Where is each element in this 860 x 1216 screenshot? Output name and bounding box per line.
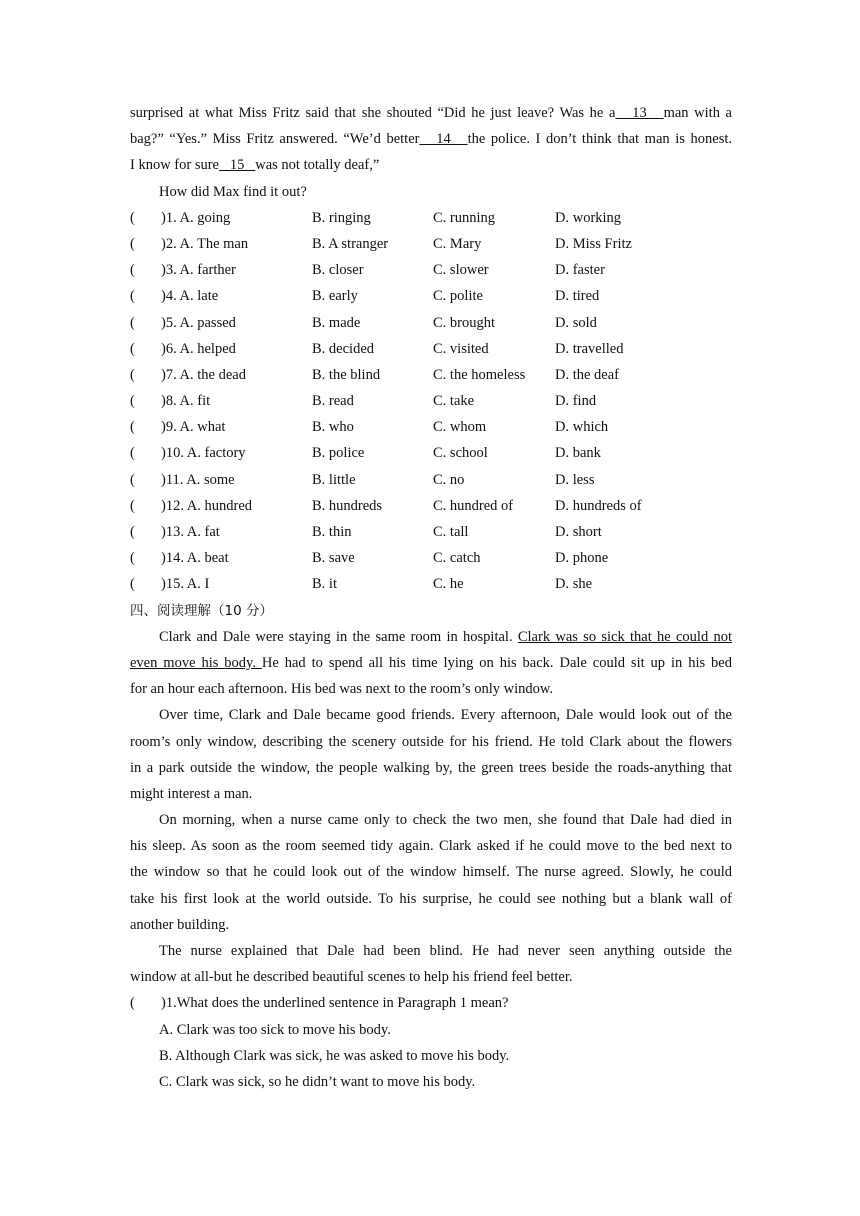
option-a: )2. A. The man (161, 235, 249, 252)
story-line (130, 100, 732, 126)
answer-paren: ( (130, 524, 135, 540)
passage-line: might interest a man. (130, 785, 253, 802)
option-d: D. the deaf (555, 366, 620, 383)
option-d: D. bank (555, 445, 601, 462)
passage-line: Over time, Clark and Dale became good friends. Every afternoon, Dale would look out of the (159, 707, 732, 724)
option-b: B. the blind (312, 366, 381, 383)
option-a: )10. A. factory (161, 445, 246, 462)
option-b: B. read (312, 393, 354, 410)
option-a: )14. A. beat (161, 550, 229, 567)
option-c: C. running (433, 209, 496, 226)
option-d: D. sold (555, 314, 597, 331)
option-d: D. faster (555, 262, 605, 279)
passage-line: window at all-but he described beautiful scenes to help his friend feel better. (130, 969, 573, 986)
option-d: D. less (555, 471, 595, 488)
answer-paren: ( (130, 288, 135, 305)
option-a: )9. A. what (161, 419, 226, 436)
option-a: )4. A. late (161, 288, 219, 305)
option-row (130, 336, 732, 362)
option-row (130, 493, 732, 519)
question-option-b: B. Although Clark was sick, he was asked to move his body. (159, 1047, 510, 1064)
answer-paren: ( (130, 393, 135, 410)
question-stem (130, 990, 732, 1016)
option-b: B. thin (312, 524, 352, 540)
option-b: B. decided (312, 340, 375, 357)
blank-14: 14 (419, 131, 468, 148)
page-content (130, 100, 732, 1095)
option-a: )8. A. fit (161, 393, 211, 410)
option-c: C. he (433, 576, 464, 593)
option-b: B. save (312, 550, 355, 567)
answer-paren: ( (130, 550, 135, 567)
option-a: )3. A. farther (161, 262, 236, 279)
option-row (130, 362, 732, 388)
story-text: bag?” “Yes.” Miss Fritz answered. “We’d better (130, 131, 420, 148)
option-a: )5. A. passed (161, 314, 236, 331)
story-line: How did Max find it out? (159, 183, 307, 200)
story-line (130, 152, 732, 178)
option-c: C. visited (433, 340, 489, 357)
option-c: C. brought (433, 314, 496, 331)
option-c: C. tall (433, 524, 469, 540)
option-row (130, 257, 732, 283)
answer-paren: ( (130, 340, 135, 357)
option-row (130, 388, 732, 414)
passage-text: Clark and Dale were staying in the same room in hospital. (159, 628, 518, 645)
option-c: C. catch (433, 550, 481, 567)
option-a: )1. A. going (161, 209, 231, 226)
blank-15: 15 (219, 157, 256, 174)
option-d: D. hundreds of (555, 497, 642, 514)
answer-paren: ( (130, 445, 135, 462)
passage-line: room’s only window, describing the scenery outside for his friend. He told Clark about the flowers (130, 733, 732, 750)
answer-paren: ( (130, 576, 135, 593)
option-b: B. ringing (312, 209, 371, 226)
story-line (130, 126, 732, 152)
option-d: D. which (555, 419, 609, 436)
story-text: I know for sure (130, 157, 219, 174)
answer-paren: ( (130, 471, 135, 488)
option-b: B. who (312, 419, 354, 436)
option-b: B. A stranger (312, 235, 389, 252)
passage-line: take his first look at the world outside. To his surprise, he could see nothing but a blank wall of (130, 890, 732, 907)
answer-paren: ( (130, 235, 135, 252)
option-row (130, 231, 732, 257)
option-b: B. hundreds (312, 497, 383, 514)
option-b: B. early (312, 288, 358, 305)
option-d: D. she (555, 576, 593, 593)
answer-paren: ( (130, 419, 135, 436)
answer-paren: ( (130, 209, 135, 226)
option-row (130, 283, 732, 309)
option-c: C. school (433, 445, 488, 462)
option-d: D. tired (555, 288, 600, 305)
option-c: C. polite (433, 288, 483, 305)
passage-line (130, 624, 732, 650)
passage-text: He had to spend all his time lying on his back. Dale could sit up in his bed (261, 654, 732, 671)
option-c: C. the homeless (433, 366, 526, 383)
option-row (130, 545, 732, 571)
option-a: )12. A. hundred (161, 497, 253, 514)
underlined-sentence: Clark was so sick that he could not (517, 628, 732, 645)
question-option-c: C. Clark was sick, so he didn’t want to move his body. (159, 1073, 476, 1090)
passage-line: for an hour each afternoon. His bed was next to the room’s only window. (130, 681, 554, 698)
passage-line: his sleep. As soon as the room seemed tidy again. Clark asked if he could move to the bed next to (130, 838, 732, 855)
option-d: D. short (555, 524, 602, 540)
story-text: the police. I don’t think that man is honest. (467, 131, 732, 148)
passage-line: The nurse explained that Dale had been blind. He had never seen anything outside the (159, 943, 732, 959)
option-d: D. travelled (555, 340, 624, 357)
option-row (130, 205, 732, 231)
option-a: )6. A. helped (161, 340, 236, 357)
option-a: )13. A. fat (161, 524, 220, 540)
option-a: )11. A. some (161, 471, 235, 488)
option-b: B. made (312, 314, 361, 331)
answer-paren: ( (130, 314, 135, 331)
option-row (130, 571, 732, 597)
passage-line: On morning, when a nurse came only to check the two men, she found that Dale had died in (159, 812, 732, 829)
option-row (130, 414, 732, 440)
option-c: C. hundred of (433, 497, 514, 514)
question-option-a: A. Clark was too sick to move his body. (159, 1021, 391, 1038)
answer-paren: ( (130, 497, 135, 514)
option-d: D. find (555, 393, 597, 410)
option-b: B. police (312, 445, 365, 462)
option-d: D. phone (555, 550, 609, 567)
option-c: C. Mary (433, 235, 482, 252)
option-d: D. working (555, 209, 622, 226)
option-d: D. Miss Fritz (555, 235, 632, 252)
option-b: B. little (312, 471, 356, 488)
passage-line: another building. (130, 916, 230, 933)
story-text: man with a (663, 105, 732, 121)
passage-line (130, 650, 732, 676)
option-row (130, 440, 732, 466)
option-b: B. it (312, 576, 337, 593)
option-b: B. closer (312, 262, 364, 279)
question-text: )1.What does the underlined sentence in Paragraph 1 mean? (161, 995, 509, 1012)
option-row (130, 310, 732, 336)
section-title: 四、阅读理解（10 分） (130, 602, 273, 619)
option-c: C. take (433, 393, 475, 410)
option-a: )15. A. I (161, 576, 210, 593)
passage-line: in a park outside the window, the people walking by, the green trees beside the roads-anything that (130, 759, 732, 776)
cloze-options (130, 205, 732, 598)
underlined-sentence: even move his body. (130, 654, 262, 671)
passage-line: the window so that he could look out of the window himself. The nurse agreed. Slowly, he could (130, 864, 732, 881)
story-text: was not totally deaf,” (255, 157, 380, 174)
answer-paren: ( (130, 262, 135, 279)
option-c: C. whom (433, 419, 487, 436)
option-c: C. slower (433, 262, 489, 279)
option-c: C. no (433, 471, 465, 488)
option-a: )7. A. the dead (161, 366, 246, 383)
answer-paren: ( (130, 366, 135, 383)
story-text: surprised at what Miss Fritz said that she shouted “Did he just leave? Was he a (130, 105, 616, 121)
option-row (130, 519, 732, 545)
answer-paren: ( (130, 995, 135, 1012)
blank-13: 13 (615, 105, 664, 121)
option-row (130, 467, 732, 493)
